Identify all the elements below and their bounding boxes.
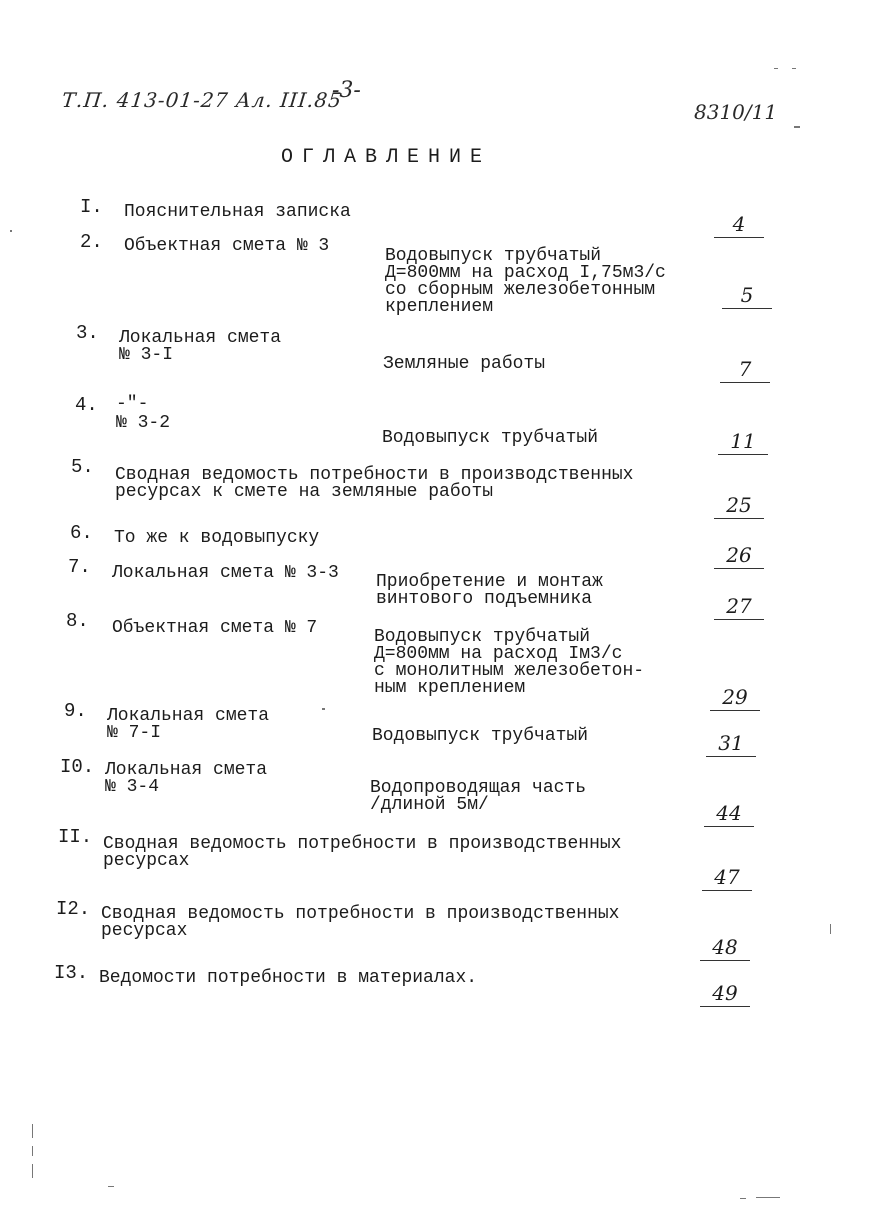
entry-description-line: со сборным железобетонным <box>385 280 656 300</box>
entry-description <box>382 430 598 447</box>
scan-speck <box>108 1186 114 1187</box>
entry-title-line: -"- <box>116 394 149 414</box>
entry-description <box>385 248 666 316</box>
entry-title-line: № 3-2 <box>116 413 171 433</box>
entry-page: 31 <box>706 732 756 757</box>
scan-speck <box>32 1146 33 1156</box>
entry-page: 5 <box>722 284 772 309</box>
entry-title-line: Локальная смета <box>119 328 282 348</box>
entry-number: I. <box>80 196 103 218</box>
scan-speck <box>10 230 12 232</box>
entry-number: I2. <box>56 898 91 920</box>
entry-title-line: № 7-I <box>107 723 162 743</box>
archive-number: 8310/11 <box>694 100 778 124</box>
entry-page: 7 <box>720 358 770 383</box>
entry-title <box>103 836 621 870</box>
entry-description-line: Приобретение и монтаж <box>376 572 603 592</box>
entry-title-line: № 3-4 <box>105 777 160 797</box>
scan-speck <box>830 924 831 934</box>
entry-title <box>112 565 339 582</box>
entry-title-line: ресурсах к смете на земляные работы <box>115 482 494 502</box>
entry-title-line: То же к водовыпуску <box>114 528 320 548</box>
entry-number: 2. <box>80 231 103 253</box>
entry-description-line: Водовыпуск трубчатый <box>382 428 599 448</box>
entry-description <box>370 780 586 814</box>
entry-number: II. <box>58 826 93 848</box>
entry-description-line: Водовыпуск трубчатый <box>374 627 591 647</box>
entry-title <box>101 906 619 940</box>
entry-title-line: Локальная смета <box>105 760 268 780</box>
entry-title <box>116 396 170 432</box>
toc-title: ОГЛАВЛЕНИЕ <box>280 146 492 169</box>
entry-page: 4 <box>714 213 764 238</box>
entry-number: 9. <box>64 700 87 722</box>
entry-title <box>114 530 319 547</box>
entry-description <box>372 728 588 745</box>
entry-description-line: Водовыпуск трубчатый <box>372 726 589 746</box>
entry-title-line: ресурсах <box>103 851 190 871</box>
entry-title <box>105 762 267 796</box>
entry-title-line: ресурсах <box>101 921 188 941</box>
entry-title-line: Пояснительная записка <box>124 202 351 222</box>
entry-description <box>383 356 545 373</box>
entry-number: I0. <box>60 756 95 778</box>
entry-page: 48 <box>700 936 750 961</box>
entry-title-line: Локальная смета <box>107 706 270 726</box>
entry-title <box>124 238 329 255</box>
entry-page: 27 <box>714 595 764 620</box>
entry-description-line: Водопроводящая часть <box>370 778 587 798</box>
entry-page: 47 <box>702 866 752 891</box>
entry-page: 25 <box>714 494 764 519</box>
entry-title-line: Сводная ведомость потребности в производственных <box>101 904 620 924</box>
entry-title <box>124 204 351 221</box>
entry-number: 4. <box>75 394 98 416</box>
entry-description <box>376 574 603 608</box>
entry-description-line: с монолитным железобетон- <box>374 661 645 681</box>
entry-description-line: Земляные работы <box>383 354 546 374</box>
entry-title-line: Объектная смета № 7 <box>112 618 318 638</box>
entry-page: 26 <box>714 544 764 569</box>
entry-title <box>99 970 477 987</box>
entry-page: 29 <box>710 686 760 711</box>
scan-speck <box>740 1198 746 1199</box>
entry-description-line: Водовыпуск трубчатый <box>385 246 602 266</box>
scan-speck <box>32 1164 33 1178</box>
entry-description-line: винтового подъемника <box>376 589 593 609</box>
entry-description-line: Д=800мм на расход Iм3/с <box>374 644 623 664</box>
entry-page: 11 <box>718 430 768 455</box>
scan-speck <box>32 1124 33 1138</box>
entry-page: 44 <box>704 802 754 827</box>
page-number: -3- <box>332 78 361 103</box>
entry-title <box>112 620 317 637</box>
scan-speck <box>774 68 778 69</box>
entry-number: 7. <box>68 556 91 578</box>
entry-title-line: Ведомости потребности в материалах. <box>99 968 478 988</box>
entry-number: 3. <box>76 322 99 344</box>
entry-page: 49 <box>700 982 750 1007</box>
entry-number: 5. <box>71 456 94 478</box>
scan-speck <box>794 126 800 128</box>
document-code: Т.П. 413-01-27 Ал. III.85 <box>60 88 344 112</box>
entry-title-line: Локальная смета № 3-3 <box>112 563 339 583</box>
entry-title <box>107 708 269 742</box>
entry-description-line: /длиной 5м/ <box>370 795 489 815</box>
scan-speck <box>792 68 796 69</box>
entry-title <box>115 467 633 501</box>
entry-number: I3. <box>54 962 89 984</box>
entry-number: 8. <box>66 610 89 632</box>
entry-title-line: Сводная ведомость потребности в производственных <box>115 465 634 485</box>
entry-description-line: Д=800мм на расход I,75м3/с <box>385 263 666 283</box>
scan-speck <box>322 708 325 710</box>
scan-speck <box>756 1197 780 1198</box>
entry-title <box>119 330 281 364</box>
entry-description <box>374 629 644 697</box>
entry-description-line: креплением <box>385 297 494 317</box>
entry-description-line: ным креплением <box>374 678 526 698</box>
entry-title-line: № 3-I <box>119 345 174 365</box>
entry-number: 6. <box>70 522 93 544</box>
entry-title-line: Объектная смета № 3 <box>124 236 330 256</box>
entry-title-line: Сводная ведомость потребности в производственных <box>103 834 622 854</box>
